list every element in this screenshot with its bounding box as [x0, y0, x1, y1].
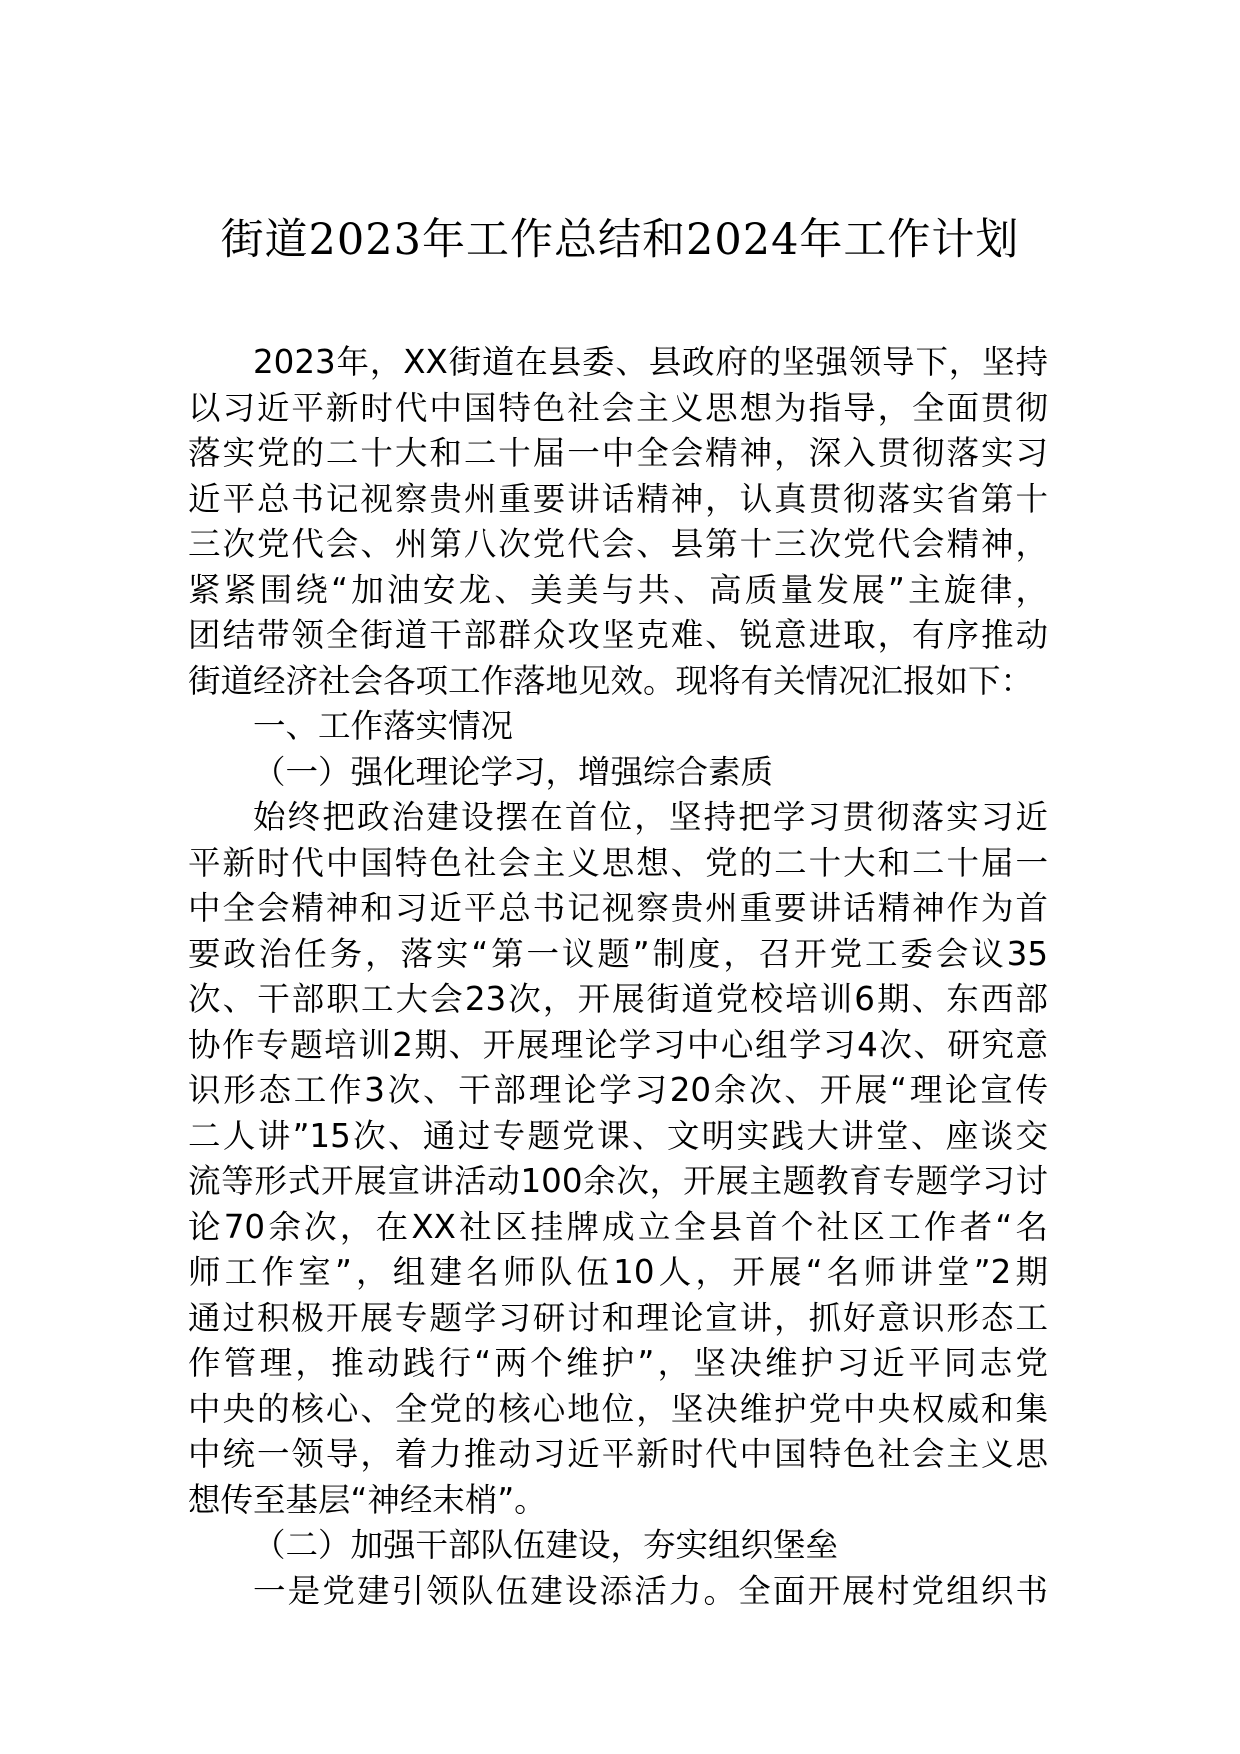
- text-line: 作管理，推动践行“两个维护”，坚决维护习近平同志党: [188, 1344, 1048, 1382]
- text-line: 中统一领导，着力推动习近平新时代中国特色社会主义思: [188, 1435, 1048, 1473]
- document-title: 街道2023年工作总结和2024年工作计划: [220, 215, 1020, 265]
- document-body: [188, 340, 1048, 1614]
- text-line: 协作专题培训2期、开展理论学习中心组学习4次、研究意: [188, 1025, 1048, 1064]
- text-line: 团结带领全街道干部群众攻坚克难、锐意进取，有序推动: [188, 616, 1048, 654]
- text-line: 一、工作落实情况: [253, 707, 514, 745]
- text-line: 流等形式开展宣讲活动100余次，开展主题教育专题学习讨: [188, 1162, 1048, 1200]
- text-line: 落实党的二十大和二十届一中全会精神，深入贯彻落实习: [188, 434, 1048, 472]
- text-line: 论70余次，在XX社区挂牌成立全县首个社区工作者“名: [188, 1207, 1048, 1246]
- text-line: 平新时代中国特色社会主义思想、党的二十大和二十届一: [188, 843, 1048, 882]
- text-line: 2023年，XX街道在县委、县政府的坚强领导下，坚持: [253, 343, 1048, 381]
- text-line: 中全会精神和习近平总书记视察贵州重要讲话精神作为首: [188, 889, 1048, 927]
- text-line: （二）加强干部队伍建设，夯实组织堡垒: [253, 1526, 839, 1564]
- text-line: 通过积极开展专题学习研讨和理论宣讲，抓好意识形态工: [188, 1298, 1048, 1337]
- text-line: 二人讲”15次、通过专题党课、文明实践大讲堂、座谈交: [188, 1116, 1048, 1155]
- text-line: 想传至基层“神经末梢”。: [188, 1480, 547, 1519]
- text-line: 一是党建引领队伍建设添活力。全面开展村党组织书: [253, 1571, 1048, 1610]
- text-line: 近平总书记视察贵州重要讲话精神，认真贯彻落实省第十: [188, 479, 1048, 518]
- text-line: （一）强化理论学习，增强综合素质: [253, 752, 774, 791]
- text-line: 要政治任务，落实“第一议题”制度，召开党工委会议35: [188, 934, 1048, 973]
- text-line: 师工作室”，组建名师队伍10人，开展“名师讲堂”2期: [188, 1253, 1048, 1291]
- text-line: 以习近平新时代中国特色社会主义思想为指导，全面贯彻: [188, 388, 1048, 427]
- text-line: 识形态工作3次、干部理论学习20余次、开展“理论宣传: [188, 1071, 1048, 1109]
- text-line: 三次党代会、州第八次党代会、县第十三次党代会精神，: [188, 525, 1048, 563]
- text-line: 始终把政治建设摆在首位，坚持把学习贯彻落实习近: [253, 798, 1048, 836]
- text-line: 街道经济社会各项工作落地见效。现将有关情况汇报如下：: [188, 661, 1034, 700]
- text-line: 中央的核心、全党的核心地位，坚决维护党中央权威和集: [188, 1389, 1048, 1428]
- text-line: 次、干部职工大会23次，开展街道党校培训6期、东西部: [188, 980, 1048, 1018]
- text-line: 紧紧围绕“加油安龙、美美与共、高质量发展”主旋律，: [188, 570, 1048, 609]
